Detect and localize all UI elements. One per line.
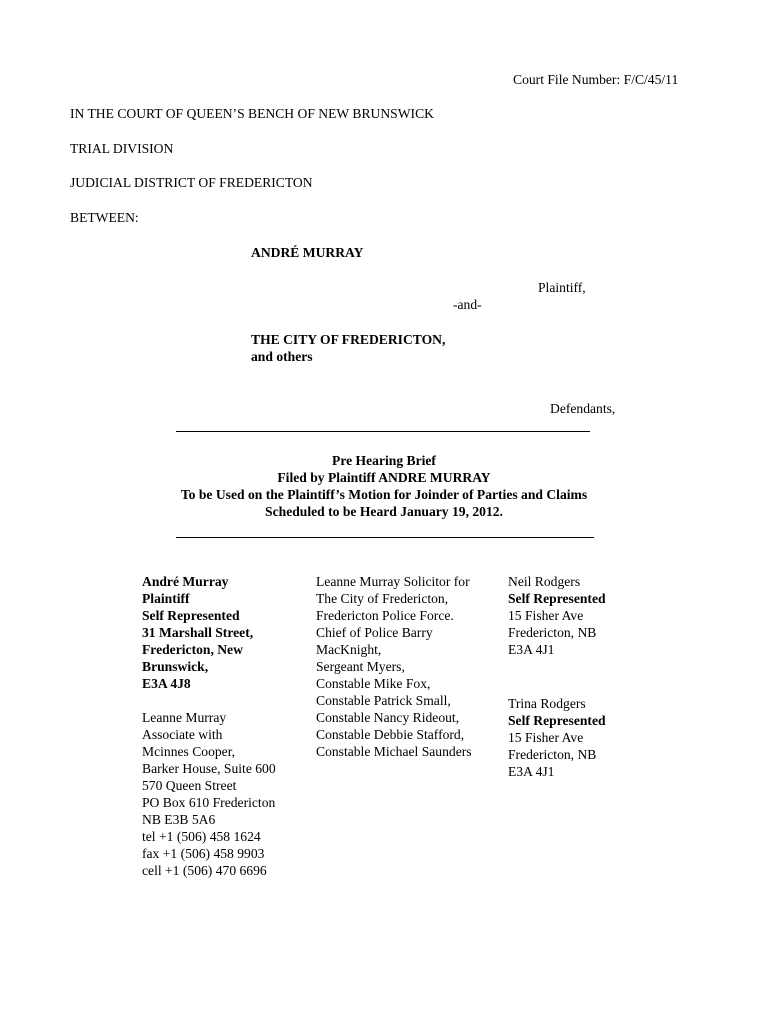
neil-name: Neil Rodgers <box>508 574 581 589</box>
represented-line: Constable Patrick Small, <box>316 693 451 708</box>
plaintiff-contact-street: 31 Marshall Street, <box>142 625 254 640</box>
defendant-name: THE CITY OF FREDERICTON, <box>251 332 446 347</box>
neil-postal: E3A 4J1 <box>508 642 555 657</box>
between-label: BETWEEN: <box>70 210 139 225</box>
solicitor-cell: cell +1 (506) 470 6696 <box>142 863 267 878</box>
neil-rodgers-block <box>508 573 606 658</box>
court-name: IN THE COURT OF QUEEN’S BENCH OF NEW BRUNSWICK <box>70 106 434 121</box>
solicitor-line: 570 Queen Street <box>142 778 237 793</box>
and-separator: -and- <box>453 297 482 312</box>
represented-line: Fredericton Police Force. <box>316 608 454 623</box>
solicitor-line: Leanne Murray <box>142 710 227 725</box>
judicial-district: JUDICIAL DISTRICT OF FREDERICTON <box>70 175 313 190</box>
solicitor-line: PO Box 610 Fredericton <box>142 795 276 810</box>
brief-filed-by: Filed by Plaintiff ANDRE MURRAY <box>277 470 491 485</box>
trina-name: Trina Rodgers <box>508 696 586 711</box>
neil-street: 15 Fisher Ave <box>508 608 584 623</box>
plaintiff-contact-province: Brunswick, <box>142 659 209 674</box>
represented-line: Constable Michael Saunders <box>316 744 472 759</box>
plaintiff-contact-status: Self Represented <box>142 608 240 623</box>
solicitor-line: Mcinnes Cooper, <box>142 744 236 759</box>
trina-city: Fredericton, NB <box>508 747 597 762</box>
brief-scheduled: Scheduled to be Heard January 19, 2012. <box>265 504 503 519</box>
represented-line: Sergeant Myers, <box>316 659 405 674</box>
solicitor-line: NB E3B 5A6 <box>142 812 216 827</box>
defendants-label: Defendants, <box>550 401 616 416</box>
solicitor-line: Barker House, Suite 600 <box>142 761 276 776</box>
represented-line: Constable Nancy Rideout, <box>316 710 460 725</box>
solicitor-fax: fax +1 (506) 458 9903 <box>142 846 265 861</box>
plaintiff-label: Plaintiff, <box>538 280 586 295</box>
plaintiff-contact-name: André Murray <box>142 574 229 589</box>
solicitor-line: Associate with <box>142 727 223 742</box>
represented-line: Leanne Murray Solicitor for <box>316 574 470 589</box>
represented-line: The City of Fredericton, <box>316 591 449 606</box>
plaintiff-contact-role: Plaintiff <box>142 591 190 606</box>
plaintiff-contact-postal: E3A 4J8 <box>142 676 191 691</box>
plaintiff-contact-city: Fredericton, New <box>142 642 243 657</box>
court-file-number: Court File Number: F/C/45/11 <box>513 72 679 87</box>
represented-line: Chief of Police Barry <box>316 625 433 640</box>
trina-rodgers-block <box>508 695 606 780</box>
trial-division: TRIAL DIVISION <box>70 141 174 156</box>
top-divider <box>176 431 590 432</box>
plaintiff-contact-block <box>142 573 276 879</box>
trina-postal: E3A 4J1 <box>508 764 555 779</box>
represented-line: Constable Mike Fox, <box>316 676 431 691</box>
brief-title: Pre Hearing Brief <box>332 453 436 468</box>
solicitor-phone: tel +1 (506) 458 1624 <box>142 829 261 844</box>
defendants-represented-block <box>316 573 472 760</box>
represented-line: Constable Debbie Stafford, <box>316 727 465 742</box>
trina-street: 15 Fisher Ave <box>508 730 584 745</box>
neil-status: Self Represented <box>508 591 606 606</box>
brief-purpose: To be Used on the Plaintiff’s Motion for Joinder of Parties and Claims <box>180 487 588 502</box>
bottom-divider <box>176 537 594 538</box>
trina-status: Self Represented <box>508 713 606 728</box>
defendant-others: and others <box>251 349 313 364</box>
represented-line: MacKnight, <box>316 642 382 657</box>
plaintiff-name: ANDRÉ MURRAY <box>251 245 364 260</box>
neil-city: Fredericton, NB <box>508 625 597 640</box>
